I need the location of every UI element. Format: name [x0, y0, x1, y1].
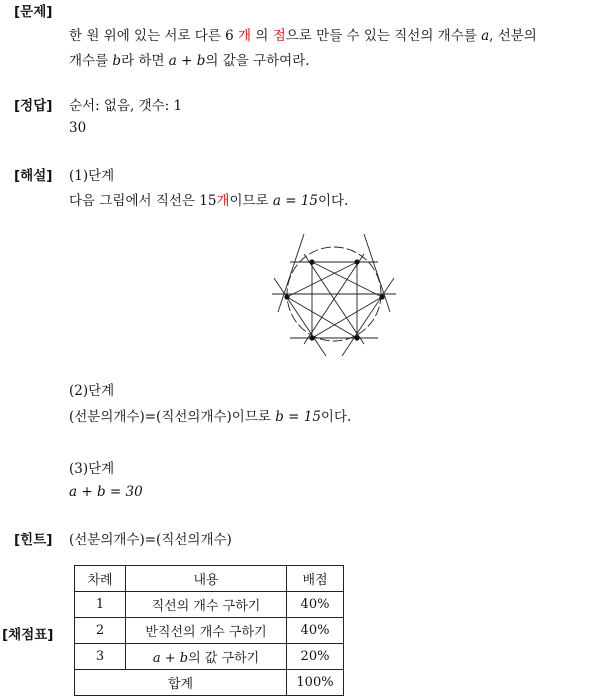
answer-tag: [정답] [14, 98, 53, 114]
row-no: 1 [75, 592, 126, 618]
problem-line-1 [69, 24, 537, 44]
problem-text: 라 하면 [121, 53, 169, 69]
point [284, 294, 289, 299]
explanation-text: 이므로 [229, 193, 273, 209]
line [278, 234, 304, 312]
row-no: 3 [75, 644, 126, 670]
problem-line-2 [69, 49, 310, 69]
explanation-text: (선분의개수)=(직선의개수)이므로 [69, 409, 276, 425]
math-expr: b = 15 [275, 409, 321, 425]
step2-label: (2)단계 [69, 383, 115, 399]
header-points: 배점 [287, 566, 344, 592]
scoring-tag: [채점표] [2, 627, 54, 643]
explanation-tag: [해설] [14, 168, 53, 184]
problem-text: 한 원 위에 있는 서로 다른 6 [69, 28, 234, 44]
line [274, 278, 326, 356]
problem-text: 의 값을 구하여라. [205, 53, 310, 69]
scoring-table [74, 565, 344, 696]
answer-line-2: 30 [69, 120, 87, 136]
point [309, 335, 314, 340]
step1-text [69, 189, 348, 209]
table-total-row [75, 670, 344, 696]
math-var-b: b [112, 53, 122, 69]
row-content: 반직선의 개수 구하기 [126, 618, 287, 644]
math-expr: a = 15 [272, 193, 319, 209]
row-points: 20% [287, 644, 344, 670]
table-row [75, 592, 344, 618]
table-header-row [75, 566, 344, 592]
math-expr: a + b [168, 53, 206, 69]
point [309, 259, 314, 264]
table-row [75, 618, 344, 644]
point [379, 294, 384, 299]
problem-text: 의 [255, 28, 273, 44]
row-content: 직선의 개수 구하기 [126, 592, 287, 618]
header-content: 내용 [126, 566, 287, 592]
row-points: 40% [287, 592, 344, 618]
table-row [75, 644, 344, 670]
total-points: 100% [287, 670, 344, 696]
row-points: 40% [287, 618, 344, 644]
highlight-word: 개 [238, 28, 252, 44]
step2-text [69, 405, 351, 425]
point [354, 335, 359, 340]
explanation-text: 다음 그림에서 직선은 15 [69, 193, 217, 209]
header-order: 차례 [75, 566, 126, 592]
hint-tag: [힌트] [14, 532, 53, 548]
hint-text: (선분의개수)=(직선의개수) [69, 532, 232, 548]
problem-text: , 선분의 [489, 28, 537, 44]
row-no: 2 [75, 618, 126, 644]
highlight-word: 점 [272, 28, 286, 44]
math-expr: a + b [152, 651, 189, 666]
step3-label: (3)단계 [69, 461, 115, 477]
answer-line-1: 순서: 없음, 갯수: 1 [69, 98, 183, 114]
highlight-word: 개 [216, 193, 230, 209]
step1-label: (1)단계 [69, 168, 115, 184]
problem-text: 으로 만들 수 있는 직선의 개수를 [285, 28, 482, 44]
problem-text: 개수를 [69, 53, 113, 69]
explanation-text: 이다. [320, 409, 352, 425]
point [354, 259, 359, 264]
row-content [126, 644, 287, 670]
math-var-a: a [481, 28, 490, 44]
step3-math: a + b = 30 [69, 484, 143, 500]
row-content-rest: 의 값 구하기 [188, 651, 260, 666]
problem-tag: [문제] [14, 4, 53, 20]
explanation-text: 이다. [318, 193, 349, 209]
total-label: 합계 [75, 670, 287, 696]
circle-lines-figure [268, 234, 400, 356]
